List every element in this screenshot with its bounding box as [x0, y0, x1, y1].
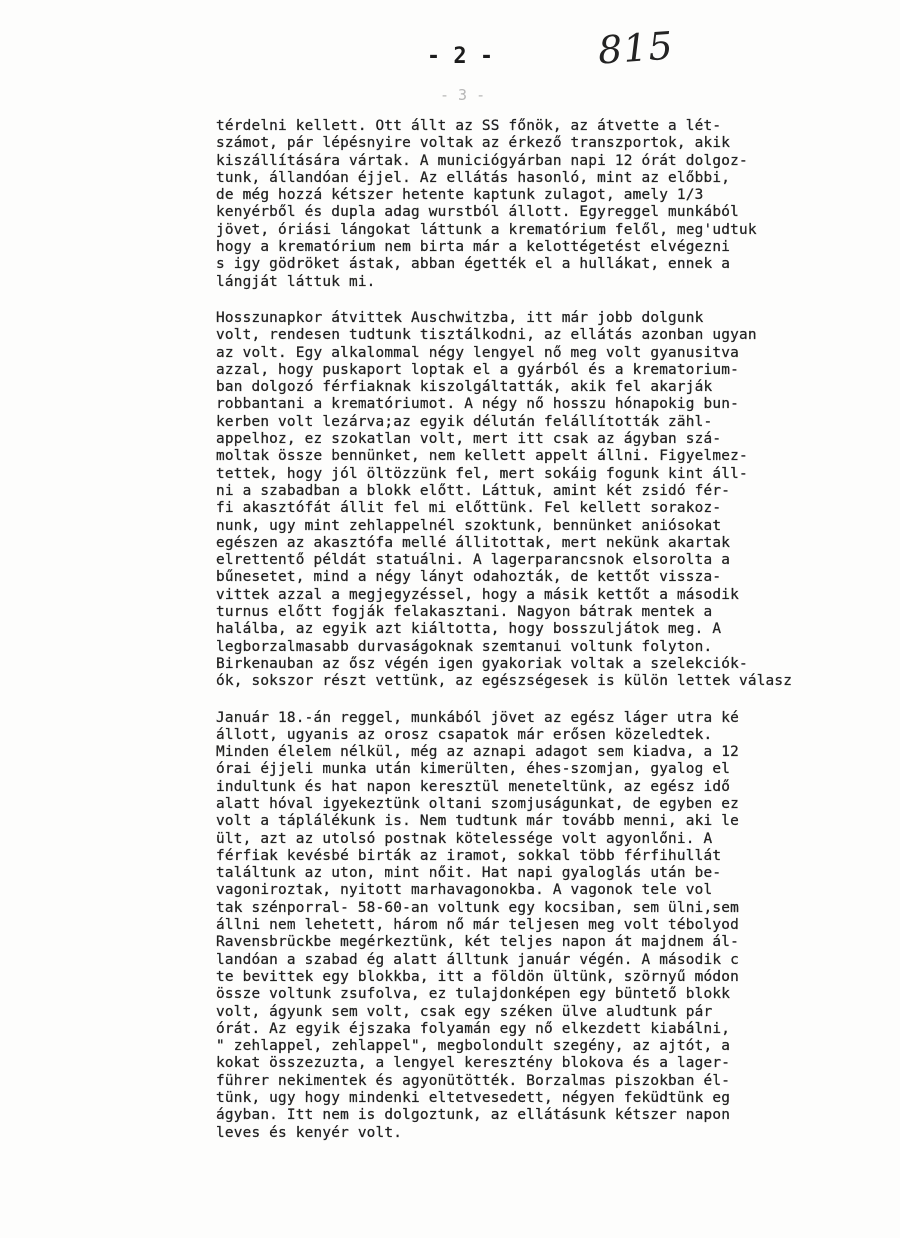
text-line: Birkenauban az ősz végén igen gyakoriak voltak a szelekciók- [216, 655, 748, 672]
text-line: halálba, az egyik azt kiáltotta, hogy bosszuljátok meg. A [216, 621, 722, 638]
page-number: - 2 - [426, 44, 494, 69]
text-line: leves és kenyér volt. [216, 1124, 403, 1141]
text-line: férfiak kevésbé birták az iramot, sokkal több férfihullát [216, 847, 722, 864]
text-line: Hosszunapkor átvittek Auschwitzba, itt már jobb dolgunk [216, 309, 704, 326]
text-line: appelhoz, ez szokatlan volt, mert itt csak az ágyban szá- [216, 431, 722, 448]
text-line: tünk, ugy hogy mindenki eltetvesedett, négyen feküdtünk eg [216, 1090, 731, 1107]
text-line: órát. Az egyik éjszaka folyamán egy nő elkezdett kiabálni, [216, 1020, 731, 1037]
text-line: ók, sokszor részt vettünk, az egészségesek is külön lettek válasz [216, 673, 793, 690]
text-line: volt a táplálékunk is. Nem tudtunk már tovább menni, aki le [216, 813, 739, 830]
text-line: kiszállítására vártak. A municiógyárban napi 12 órát dolgoz- [216, 152, 748, 169]
text-line: térdelni kellett. Ott állt az SS főnök, az átvette a lét- [216, 118, 722, 134]
text-line: ban dolgozó férfiaknak kiszolgáltatták, akik fel akarják [216, 379, 713, 396]
text-line: tettek, hogy jól öltözzünk fel, mert sokáig fogunk kint áll- [216, 465, 748, 482]
text-line: órai éjjeli munka után kimerülten, éhes-szomjan, gyalog el [216, 761, 731, 778]
text-line: ni a szabadban a blokk előtt. Láttuk, amint két zsidó fér- [216, 482, 731, 499]
text-line: vagoniroztak, nyitott marhavagonokba. A vagonok tele vol [216, 882, 713, 899]
text-line: robbantani a krematóriumot. A négy nő hosszu hónapokig bun- [216, 396, 739, 413]
text-line: Ravensbrückbe megérkeztünk, két teljes napon át majdnem ál- [216, 934, 739, 951]
text-line: nunk, ugy mint zehlappelnél szoktunk, bennünket aniósokat [216, 517, 722, 534]
text-line: az volt. Egy alkalommal négy lengyel nő meg volt gyanusitva [216, 344, 739, 361]
faint-page-mark: - 3 - [440, 86, 486, 104]
text-line: s igy gödröket ástak, abban égették el a hullákat, ennek a [216, 256, 731, 273]
text-line: egészen az akasztófa mellé állitottak, mert nekünk akartak [216, 534, 731, 551]
text-line: landóan a szabad ég alatt álltunk január végén. A második c [216, 951, 739, 968]
paragraph-1 [216, 118, 856, 291]
text-line: számot, pár lépésnyire voltak az érkező transzportok, akik [216, 135, 731, 152]
text-line: állott, ugyanis az orosz csapatok már erősen közeledtek. [216, 726, 713, 743]
text-line: legborzalmasabb durvaságoknak szemtanui voltunk folyton. [216, 638, 713, 655]
text-line: fi akasztófát állit fel mi előttünk. Fel kellett sorakoz- [216, 500, 722, 517]
text-line: hogy a krematórium nem birta már a kelottégetést elvégezni [216, 239, 731, 256]
text-line: bűnesetet, mind a négy lányt odahozták, de kettőt vissza- [216, 569, 722, 586]
text-line: " zehlappel, zehlappel", megbolondult szegény, az ajtót, a [216, 1038, 731, 1055]
text-line: össze voltunk zsufolva, ez tulajdonképen egy büntető blokk [216, 986, 731, 1003]
text-line: turnus előtt fogják felakasztani. Nagyon bátrak mentek a [216, 604, 713, 621]
text-line: kenyérből és dupla adag wurstból állott. Egyreggel munkából [216, 204, 739, 221]
text-line: ült, azt az utolsó postnak kötelessége volt agyonlőni. A [216, 830, 713, 847]
text-line: azzal, hogy puskaport loptak el a gyárból és a krematorium- [216, 361, 739, 378]
text-line: elrettentő példát statuálni. A lagerparancsnok elsorolta a [216, 552, 731, 569]
text-line: tunk, állandóan éjjel. Az ellátás hasonló, mint az előbbi, [216, 169, 731, 186]
text-line: jövet, óriási lángokat láttunk a krematórium felől, meg'udtuk [216, 221, 757, 238]
text-line: Január 18.-án reggel, munkából jövet az egész láger utra ké [216, 709, 739, 726]
text-line: tak szénporral- 58-60-an voltunk egy kocsiban, sem ülni,sem [216, 899, 739, 916]
handwritten-archive-number: 815 [596, 23, 675, 73]
paragraph-3 [216, 710, 856, 1142]
text-line: találtunk az uton, mint nőit. Hat napi gyaloglás után be- [216, 865, 722, 882]
text-line: volt, ágyunk sem volt, csak egy széken ülve aludtunk pár [216, 1003, 713, 1020]
text-line: kerben volt lezárva;az egyik délután felállították zähl- [216, 413, 713, 430]
text-line: führer nekimentek és agyonütötték. Borzalmas piszokban él- [216, 1072, 731, 1089]
text-line: moltak össze bennünket, nem kellett appelt állni. Figyelmez- [216, 448, 748, 465]
text-line: te bevittek egy blokkba, itt a földön ültünk, szörnyű módon [216, 968, 739, 985]
text-line: alatt hóval igyekeztünk oltani szomjuságunkat, de egyben ez [216, 795, 739, 812]
text-line: Minden élelem nélkül, még az aznapi adagot sem kiadva, a 12 [216, 744, 739, 761]
text-line: kokat összezuzta, a lengyel keresztény blokova és a lager- [216, 1055, 731, 1072]
text-line: volt, rendesen tudtunk tisztálkodni, az ellátás azonban ugyan [216, 327, 757, 344]
text-line: vittek azzal a megjegyzéssel, hogy a másik kettőt a második [216, 586, 739, 603]
text-line: ágyban. Itt nem is dolgoztunk, az ellátásunk kétszer napon [216, 1107, 731, 1124]
paragraph-2 [216, 310, 856, 691]
text-line: lángját láttuk mi. [216, 273, 376, 290]
document-body [216, 118, 856, 1161]
text-line: állni nem lehetett, három nő már teljesen meg volt tébolyod [216, 917, 739, 934]
text-line: de még hozzá kétszer hetente kaptunk zulagot, amely 1/3 [216, 187, 704, 204]
text-line: indultunk és hat napon keresztül meneteltünk, az egész idő [216, 778, 731, 795]
